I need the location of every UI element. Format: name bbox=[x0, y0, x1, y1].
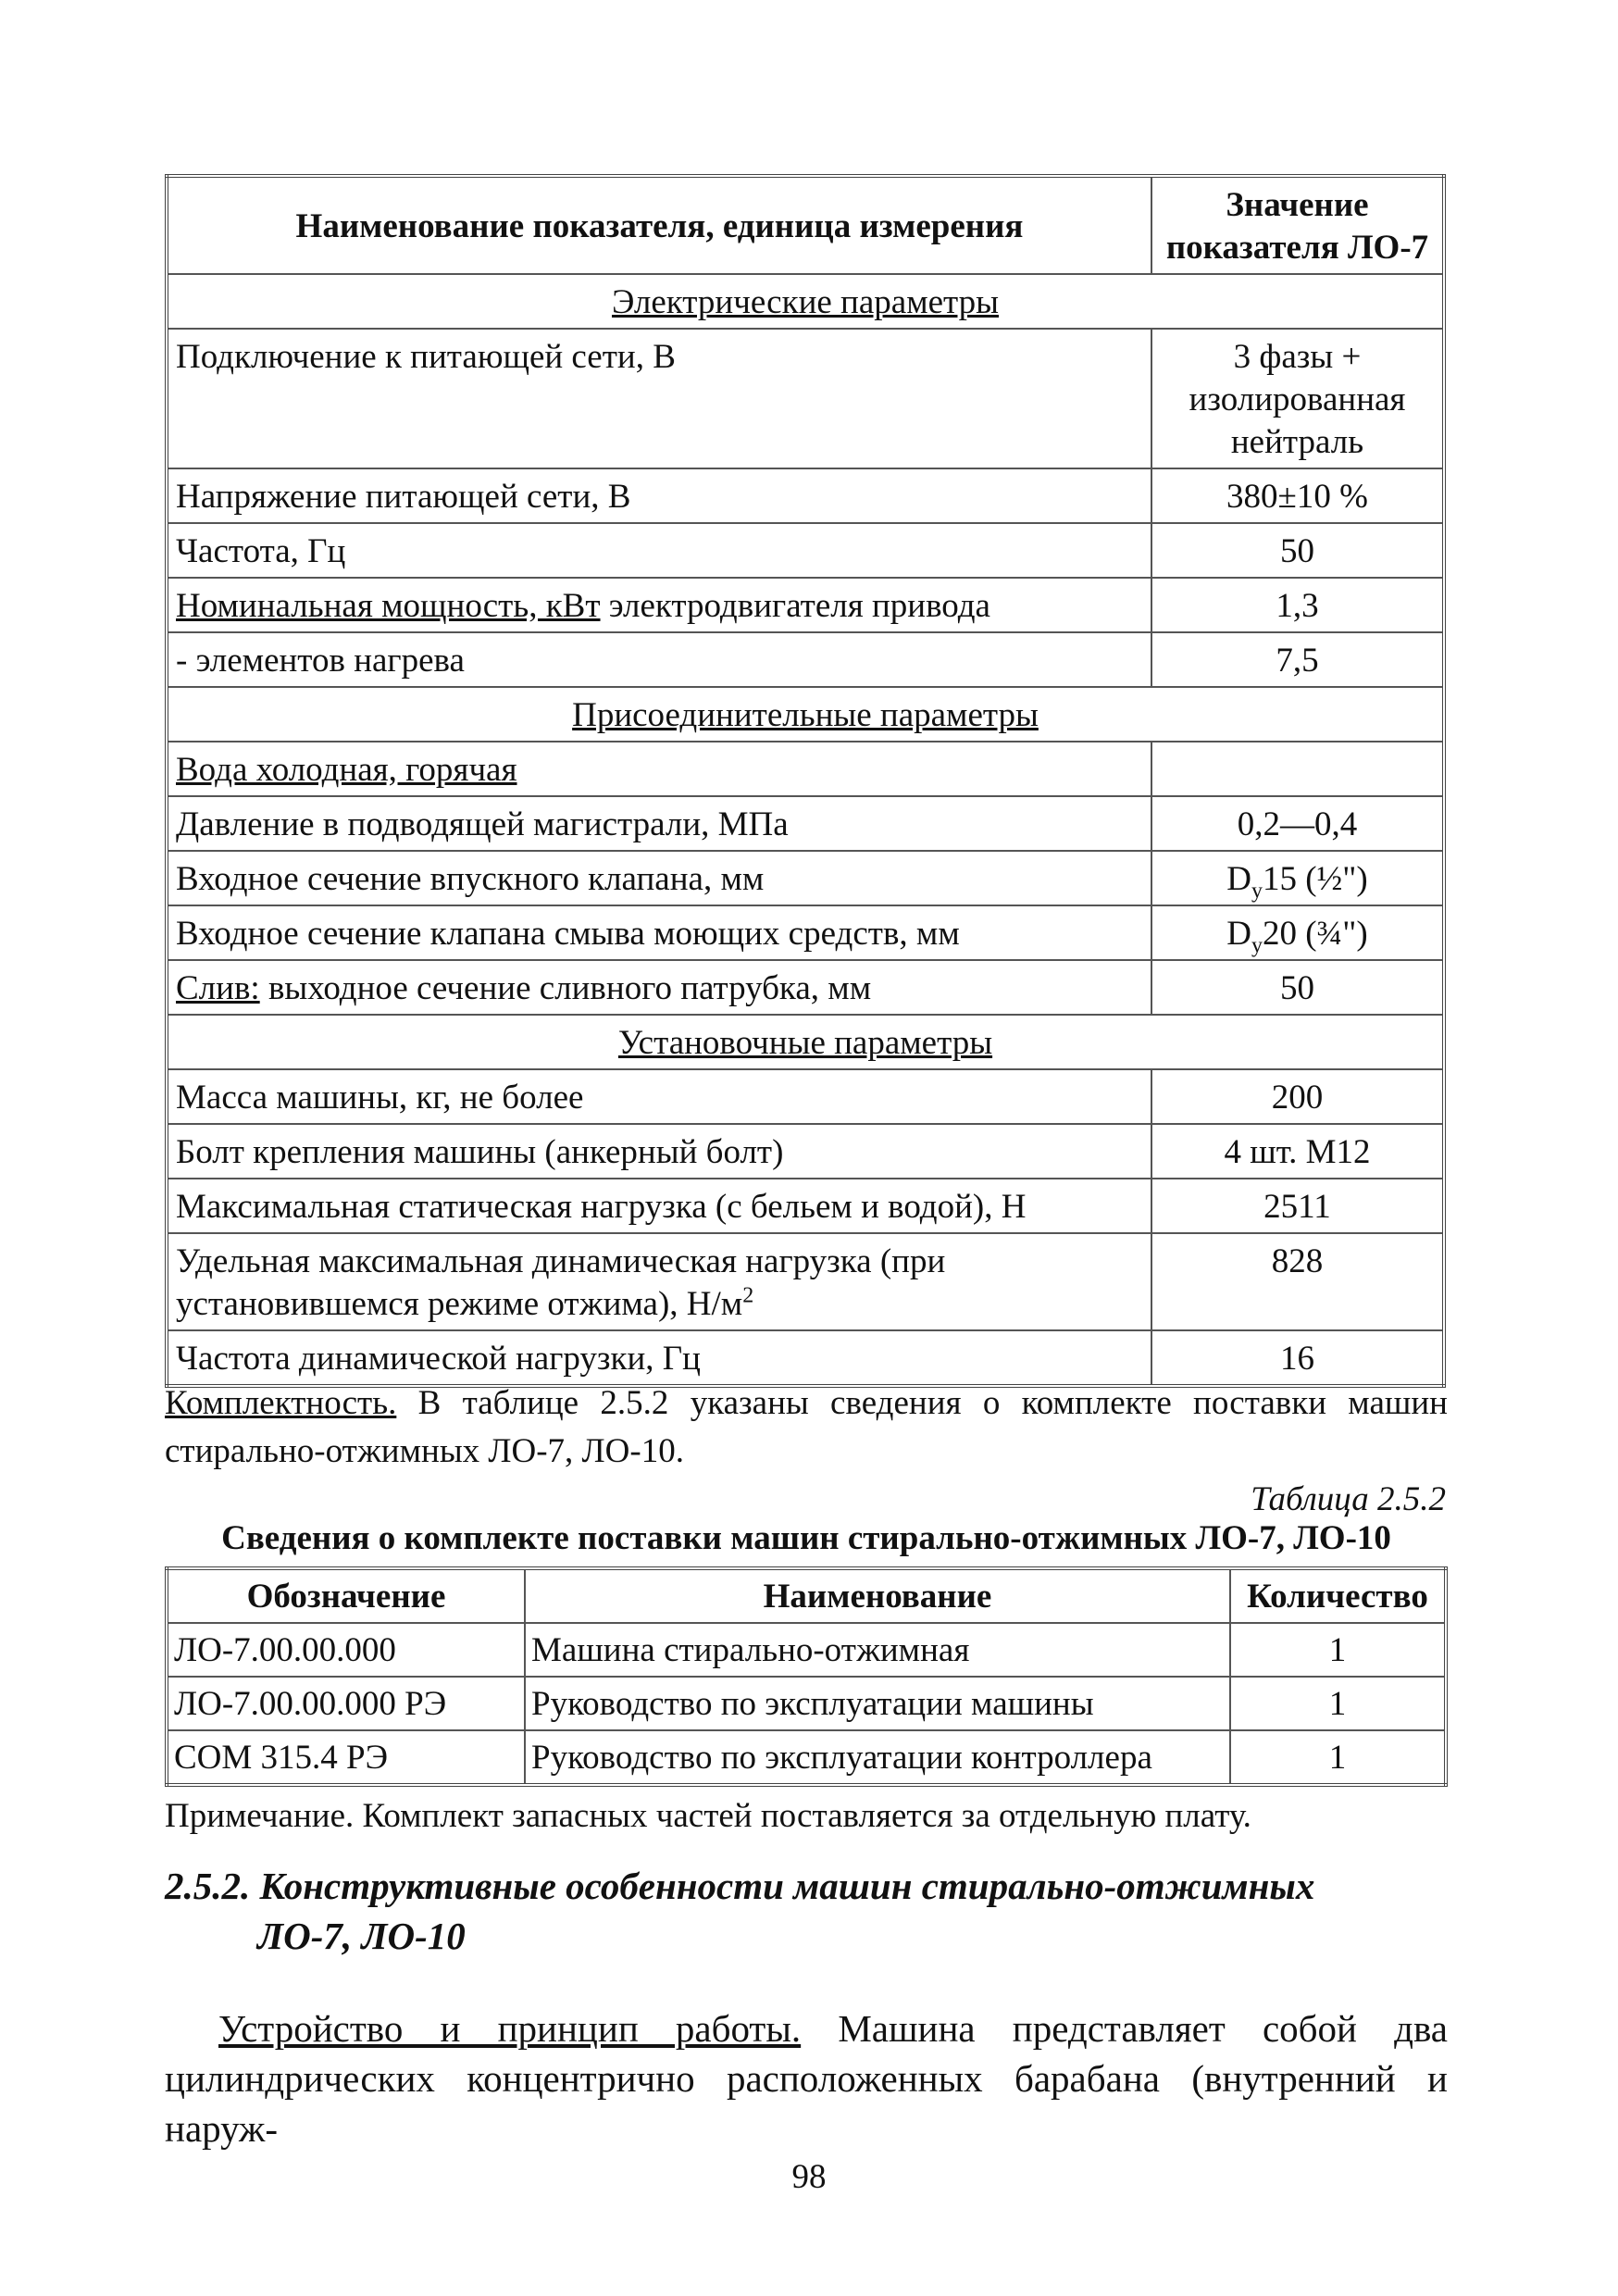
item-qty: 1 bbox=[1230, 1730, 1446, 1785]
section-electric: Электрические параметры bbox=[167, 274, 1444, 329]
header-code: Обозначение bbox=[167, 1568, 525, 1623]
param-name: Давление в подводящей магистрали, МПа bbox=[167, 796, 1151, 851]
section-connection: Присоединительные параметры bbox=[167, 687, 1444, 742]
page-number: 98 bbox=[791, 2158, 827, 2196]
section-row bbox=[167, 687, 1444, 742]
table-row bbox=[167, 1124, 1444, 1179]
item-qty: 1 bbox=[1230, 1623, 1446, 1677]
table-row bbox=[167, 1623, 1446, 1677]
section-heading-line2: ЛО-7, ЛО-10 bbox=[257, 1915, 466, 1957]
table-row bbox=[167, 851, 1444, 905]
param-name: - элементов нагрева bbox=[167, 632, 1151, 687]
item-code: СОМ 315.4 РЭ bbox=[167, 1730, 525, 1785]
item-code: ЛО-7.00.00.000 РЭ bbox=[167, 1677, 525, 1730]
param-name: Подключение к питающей сети, В bbox=[167, 329, 1151, 468]
item-code: ЛО-7.00.00.000 bbox=[167, 1623, 525, 1677]
table-row bbox=[167, 1330, 1444, 1386]
param-value: 0,2—0,4 bbox=[1151, 796, 1444, 851]
param-name: Напряжение питающей сети, В bbox=[167, 468, 1151, 523]
param-name: Входное сечение клапана смыва моющих средств, мм bbox=[167, 905, 1151, 960]
body-paragraph bbox=[165, 2003, 1448, 2153]
table-row bbox=[167, 905, 1444, 960]
param-value: 2511 bbox=[1151, 1179, 1444, 1233]
item-qty: 1 bbox=[1230, 1677, 1446, 1730]
table-caption: Таблица 2.5.2 bbox=[1251, 1480, 1446, 1518]
value-rest: 15 (½") bbox=[1262, 860, 1368, 898]
delivery-set-table bbox=[165, 1566, 1448, 1787]
table-row bbox=[167, 960, 1444, 1015]
param-name: Вода холодная, горячая bbox=[167, 742, 1151, 796]
value-rest: 20 (¾") bbox=[1262, 915, 1368, 953]
param-name: Частота динамической нагрузки, Гц bbox=[167, 1330, 1151, 1386]
param-value bbox=[1151, 905, 1444, 960]
param-value: 50 bbox=[1151, 960, 1444, 1015]
table-row bbox=[167, 1069, 1444, 1124]
param-name: Масса машины, кг, не более bbox=[167, 1069, 1151, 1124]
table-row bbox=[167, 1179, 1444, 1233]
header-qty: Количество bbox=[1230, 1568, 1446, 1623]
body-text: Машина представляет собой два цилиндрических концентрично расположенных барабана (внутренний и наруж- bbox=[165, 2007, 1448, 2150]
value-sub: y bbox=[1251, 879, 1263, 904]
param-value bbox=[1151, 851, 1444, 905]
param-value bbox=[1151, 742, 1444, 796]
table-row bbox=[167, 1677, 1446, 1730]
table-header-row bbox=[167, 1568, 1446, 1623]
param-name-rest: выходное сечение сливного патрубка, мм bbox=[259, 969, 872, 1007]
table-row bbox=[167, 468, 1444, 523]
param-name bbox=[167, 1233, 1151, 1330]
param-name: Болт крепления машины (анкерный болт) bbox=[167, 1124, 1151, 1179]
param-value: 3 фазы + изолированная нейтраль bbox=[1151, 329, 1444, 468]
table-row bbox=[167, 578, 1444, 632]
param-name-rest: электродвигателя привода bbox=[600, 587, 990, 625]
param-value: 200 bbox=[1151, 1069, 1444, 1124]
param-name-text: Удельная максимальная динамическая нагрузка (при установившемся режиме отжима), Н/м bbox=[176, 1242, 946, 1323]
param-name-underlined: Номинальная мощность, кВт bbox=[176, 587, 601, 625]
table-row bbox=[167, 523, 1444, 578]
table-row bbox=[167, 329, 1444, 468]
table-row bbox=[167, 1233, 1444, 1330]
table-row bbox=[167, 796, 1444, 851]
completeness-paragraph bbox=[165, 1379, 1448, 1476]
value-main: D bbox=[1226, 860, 1251, 898]
param-value: 4 шт. М12 bbox=[1151, 1124, 1444, 1179]
table-row bbox=[167, 1730, 1446, 1785]
section-installation: Установочные параметры bbox=[167, 1015, 1444, 1069]
parameters-table bbox=[165, 174, 1446, 1388]
table-row bbox=[167, 742, 1444, 796]
param-value: 380±10 % bbox=[1151, 468, 1444, 523]
section-row bbox=[167, 274, 1444, 329]
param-name-underlined: Слив: bbox=[176, 969, 260, 1007]
completeness-lead: Комплектность. bbox=[165, 1384, 397, 1422]
param-name bbox=[167, 960, 1151, 1015]
param-name: Максимальная статическая нагрузка (с бельем и водой), Н bbox=[167, 1179, 1151, 1233]
param-value: 50 bbox=[1151, 523, 1444, 578]
param-name bbox=[167, 578, 1151, 632]
item-name: Руководство по эксплуатации контроллера bbox=[525, 1730, 1230, 1785]
section-heading bbox=[165, 1861, 1461, 1961]
item-name: Руководство по эксплуатации машины bbox=[525, 1677, 1230, 1730]
note: Примечание. Комплект запасных частей поставляется за отдельную плату. bbox=[165, 1797, 1251, 1835]
param-value: 828 bbox=[1151, 1233, 1444, 1330]
param-name: Частота, Гц bbox=[167, 523, 1151, 578]
header-name: Наименование bbox=[525, 1568, 1230, 1623]
param-value: 1,3 bbox=[1151, 578, 1444, 632]
param-value: 16 bbox=[1151, 1330, 1444, 1386]
param-name-sup: 2 bbox=[742, 1283, 754, 1308]
section-row bbox=[167, 1015, 1444, 1069]
item-name: Машина стирально-отжимная bbox=[525, 1623, 1230, 1677]
header-value: Значение показателя ЛО-7 bbox=[1151, 176, 1444, 274]
table-title: Сведения о комплекте поставки машин стирально-отжимных ЛО-7, ЛО-10 bbox=[221, 1519, 1391, 1557]
param-name: Входное сечение впускного клапана, мм bbox=[167, 851, 1151, 905]
value-main: D bbox=[1226, 915, 1251, 953]
value-sub: y bbox=[1251, 933, 1263, 958]
body-lead: Устройство и принцип работы. bbox=[218, 2007, 802, 2050]
param-value: 7,5 bbox=[1151, 632, 1444, 687]
header-name: Наименование показателя, единица измерения bbox=[167, 176, 1151, 274]
completeness-text: В таблице 2.5.2 указаны сведения о комплекте поставки машин стирально-отжимных ЛО-7, ЛО-10. bbox=[165, 1384, 1448, 1470]
table-row bbox=[167, 632, 1444, 687]
section-heading-line1: 2.5.2. Конструктивные особенности машин стирально-отжимных bbox=[165, 1865, 1315, 1907]
table-header-row bbox=[167, 176, 1444, 274]
